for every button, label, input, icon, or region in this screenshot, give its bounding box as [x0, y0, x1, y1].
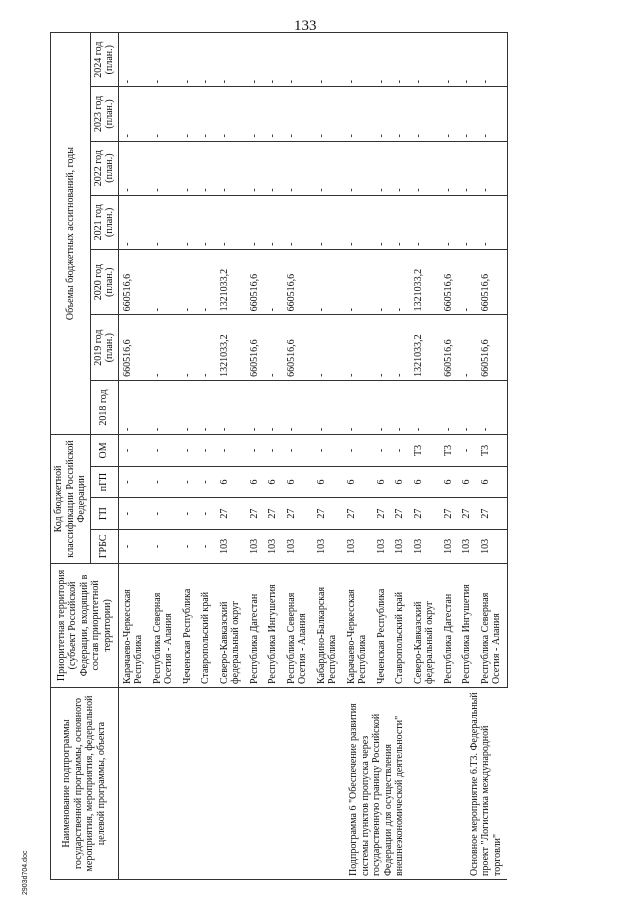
- territory-cell: Республика Северная Осетия - Алания: [477, 563, 508, 687]
- value-cell: -: [440, 195, 459, 249]
- value-cell: -: [264, 195, 283, 249]
- value-cell: -: [410, 87, 440, 141]
- value-cell: -: [458, 87, 477, 141]
- budget-code-cell: 6: [283, 466, 313, 498]
- value-cell: -: [149, 141, 179, 195]
- budget-code-cell: -: [283, 435, 313, 467]
- row-name-cell: [118, 688, 216, 880]
- value-cell: -: [391, 87, 410, 141]
- territory-cell: Республика Ингушетия: [458, 563, 477, 687]
- budget-code-cell: 27: [313, 498, 343, 530]
- territory-cell: Карачаево-Черкесская Республика: [118, 563, 149, 687]
- territory-cell: Ставропольский край: [391, 563, 410, 687]
- budget-code-cell: -: [216, 435, 246, 467]
- value-cell: -: [149, 33, 179, 87]
- budget-code-cell: 27: [373, 498, 392, 530]
- header-year-2024: 2024 год (план.): [90, 33, 118, 87]
- value-cell: -: [118, 33, 149, 87]
- budget-code-cell: 6: [410, 466, 440, 498]
- budget-code-cell: -: [179, 498, 198, 530]
- value-cell: -: [343, 195, 373, 249]
- budget-code-cell: 6: [264, 466, 283, 498]
- header-year-2018: 2018 год: [90, 380, 118, 434]
- value-cell: -: [149, 315, 179, 380]
- budget-code-cell: 6: [343, 466, 373, 498]
- table-row: [410, 33, 440, 880]
- budget-code-cell: -: [197, 529, 216, 563]
- budget-table: [50, 32, 508, 880]
- value-cell: -: [118, 141, 149, 195]
- value-cell: -: [283, 380, 313, 434]
- value-cell: -: [313, 195, 343, 249]
- value-cell: -: [373, 33, 392, 87]
- budget-code-cell: 103: [458, 529, 477, 563]
- value-cell: 1321033,2: [216, 249, 246, 314]
- value-cell: -: [477, 195, 508, 249]
- value-cell: -: [264, 315, 283, 380]
- value-cell: -: [197, 315, 216, 380]
- value-cell: -: [149, 87, 179, 141]
- budget-code-cell: 103: [477, 529, 508, 563]
- value-cell: 660516,6: [440, 249, 459, 314]
- header-pgp: пГП: [90, 466, 118, 498]
- value-cell: -: [343, 380, 373, 434]
- budget-code-cell: 6: [458, 466, 477, 498]
- value-cell: -: [197, 380, 216, 434]
- value-cell: 660516,6: [477, 249, 508, 314]
- value-cell: -: [391, 315, 410, 380]
- value-cell: -: [246, 195, 265, 249]
- budget-code-cell: 6: [391, 466, 410, 498]
- budget-code-cell: -: [343, 435, 373, 467]
- value-cell: -: [179, 33, 198, 87]
- budget-code-cell: 27: [216, 498, 246, 530]
- budget-code-cell: 27: [264, 498, 283, 530]
- budget-code-cell: Т3: [440, 435, 459, 467]
- value-cell: -: [313, 249, 343, 314]
- budget-code-cell: Т3: [410, 435, 440, 467]
- budget-code-cell: 27: [343, 498, 373, 530]
- header-year-2023: 2023 год (план.): [90, 87, 118, 141]
- value-cell: -: [179, 249, 198, 314]
- header-name: Наименование подпрограммы государственной программы, основного мероприятия, мероприятия, федеральной целевой программы, объекта: [51, 688, 119, 880]
- value-cell: 1321033,2: [410, 249, 440, 314]
- value-cell: -: [313, 141, 343, 195]
- budget-code-cell: -: [149, 466, 179, 498]
- value-cell: -: [216, 87, 246, 141]
- value-cell: -: [477, 87, 508, 141]
- territory-cell: Республика Северная Осетия - Алания: [283, 563, 313, 687]
- value-cell: -: [313, 315, 343, 380]
- budget-code-cell: 6: [313, 466, 343, 498]
- row-name-cell: Подпрограмма 6 "Обеспечение развития системы пунктов пропуска через государственную границу Российской Федерации для осуществления внешнеэкономической деятельности": [216, 688, 410, 880]
- budget-code-cell: 103: [246, 529, 265, 563]
- budget-code-cell: -: [313, 435, 343, 467]
- budget-code-cell: -: [118, 466, 149, 498]
- row-name-cell: Основное мероприятие 6.Т3. Федеральный проект "Логистика международной торговли": [410, 688, 508, 880]
- budget-code-cell: 6: [246, 466, 265, 498]
- value-cell: 660516,6: [477, 315, 508, 380]
- territory-cell: Республика Ингушетия: [264, 563, 283, 687]
- value-cell: -: [149, 249, 179, 314]
- value-cell: -: [179, 380, 198, 434]
- value-cell: -: [179, 141, 198, 195]
- budget-code-cell: 103: [283, 529, 313, 563]
- budget-code-cell: 103: [410, 529, 440, 563]
- value-cell: -: [343, 33, 373, 87]
- budget-code-cell: -: [118, 529, 149, 563]
- value-cell: -: [458, 380, 477, 434]
- territory-cell: Ставропольский край: [197, 563, 216, 687]
- value-cell: -: [458, 249, 477, 314]
- value-cell: -: [373, 380, 392, 434]
- territory-cell: Чеченская Республика: [179, 563, 198, 687]
- header-grbs: ГРБС: [90, 529, 118, 563]
- value-cell: -: [391, 33, 410, 87]
- budget-code-cell: -: [179, 435, 198, 467]
- budget-code-cell: 27: [246, 498, 265, 530]
- value-cell: -: [343, 87, 373, 141]
- value-cell: -: [391, 380, 410, 434]
- value-cell: -: [458, 141, 477, 195]
- header-year-2020: 2020 год (план.): [90, 249, 118, 314]
- value-cell: -: [246, 141, 265, 195]
- budget-code-cell: 27: [283, 498, 313, 530]
- value-cell: -: [197, 195, 216, 249]
- value-cell: 660516,6: [118, 249, 149, 314]
- rotated-table-container: [50, 32, 640, 880]
- value-cell: -: [149, 380, 179, 434]
- budget-code-cell: -: [149, 498, 179, 530]
- value-cell: 660516,6: [440, 315, 459, 380]
- header-gp: ГП: [90, 498, 118, 530]
- budget-code-cell: 103: [391, 529, 410, 563]
- budget-code-cell: 27: [458, 498, 477, 530]
- header-year-2022: 2022 год (план.): [90, 141, 118, 195]
- value-cell: -: [373, 141, 392, 195]
- territory-cell: Карачаево-Черкесская Республика: [343, 563, 373, 687]
- value-cell: -: [343, 141, 373, 195]
- value-cell: -: [440, 141, 459, 195]
- value-cell: -: [373, 195, 392, 249]
- budget-code-cell: 6: [216, 466, 246, 498]
- value-cell: -: [391, 249, 410, 314]
- value-cell: 660516,6: [283, 249, 313, 314]
- value-cell: -: [410, 380, 440, 434]
- budget-code-cell: 6: [477, 466, 508, 498]
- page-number: 133: [294, 18, 317, 34]
- value-cell: -: [264, 249, 283, 314]
- budget-code-cell: -: [197, 498, 216, 530]
- value-cell: -: [477, 33, 508, 87]
- value-cell: -: [283, 87, 313, 141]
- budget-code-cell: 6: [373, 466, 392, 498]
- value-cell: -: [391, 195, 410, 249]
- budget-code-cell: 27: [391, 498, 410, 530]
- budget-code-cell: -: [197, 435, 216, 467]
- value-cell: -: [477, 141, 508, 195]
- territory-cell: Республика Дагестан: [246, 563, 265, 687]
- value-cell: -: [197, 87, 216, 141]
- budget-code-cell: -: [264, 435, 283, 467]
- value-cell: -: [118, 195, 149, 249]
- value-cell: 660516,6: [283, 315, 313, 380]
- header-territory: Приоритетная территория (субъект Российской Федерации, входящий в состав приоритетной территории): [51, 563, 119, 687]
- budget-code-cell: -: [118, 435, 149, 467]
- value-cell: -: [440, 87, 459, 141]
- value-cell: -: [343, 249, 373, 314]
- budget-code-cell: -: [197, 466, 216, 498]
- value-cell: -: [458, 33, 477, 87]
- value-cell: -: [458, 315, 477, 380]
- value-cell: -: [216, 33, 246, 87]
- value-cell: -: [264, 87, 283, 141]
- value-cell: -: [343, 315, 373, 380]
- value-cell: -: [118, 380, 149, 434]
- budget-code-cell: -: [179, 529, 198, 563]
- value-cell: 1321033,2: [410, 315, 440, 380]
- value-cell: -: [246, 87, 265, 141]
- table-header: [51, 33, 119, 880]
- value-cell: -: [216, 141, 246, 195]
- territory-cell: Кабардино-Балкарская Республика: [313, 563, 343, 687]
- header-om: ОМ: [90, 435, 118, 467]
- value-cell: -: [373, 315, 392, 380]
- territory-cell: Республика Северная Осетия - Алания: [149, 563, 179, 687]
- value-cell: -: [440, 33, 459, 87]
- budget-code-cell: 27: [477, 498, 508, 530]
- header-year-2019: 2019 год (план.): [90, 315, 118, 380]
- value-cell: -: [246, 380, 265, 434]
- value-cell: -: [440, 380, 459, 434]
- budget-code-cell: -: [373, 435, 392, 467]
- table-row: [118, 33, 149, 880]
- value-cell: -: [283, 195, 313, 249]
- value-cell: -: [149, 195, 179, 249]
- value-cell: -: [313, 87, 343, 141]
- budget-code-cell: 103: [373, 529, 392, 563]
- value-cell: 660516,6: [246, 315, 265, 380]
- footer-filename: 2903d704.doc: [22, 850, 29, 895]
- value-cell: -: [264, 380, 283, 434]
- budget-code-cell: 6: [440, 466, 459, 498]
- budget-code-cell: 27: [410, 498, 440, 530]
- budget-code-cell: 103: [313, 529, 343, 563]
- value-cell: -: [264, 33, 283, 87]
- value-cell: -: [410, 141, 440, 195]
- budget-code-cell: 103: [216, 529, 246, 563]
- value-cell: -: [410, 195, 440, 249]
- territory-cell: Чеченская Республика: [373, 563, 392, 687]
- budget-code-cell: -: [149, 529, 179, 563]
- value-cell: -: [197, 33, 216, 87]
- table-body: [118, 33, 507, 880]
- value-cell: -: [313, 33, 343, 87]
- value-cell: 1321033,2: [216, 315, 246, 380]
- value-cell: -: [313, 380, 343, 434]
- value-cell: -: [283, 141, 313, 195]
- value-cell: -: [216, 380, 246, 434]
- territory-cell: Республика Дагестан: [440, 563, 459, 687]
- value-cell: -: [391, 141, 410, 195]
- value-cell: -: [179, 195, 198, 249]
- budget-code-cell: -: [149, 435, 179, 467]
- value-cell: 660516,6: [118, 315, 149, 380]
- value-cell: -: [477, 380, 508, 434]
- value-cell: -: [179, 315, 198, 380]
- budget-code-cell: -: [118, 498, 149, 530]
- header-volumes: Объемы бюджетных ассигнований, годы: [51, 33, 91, 435]
- territory-cell: Северо-Кавказский федеральный округ: [216, 563, 246, 687]
- budget-code-cell: -: [391, 435, 410, 467]
- value-cell: -: [246, 33, 265, 87]
- value-cell: -: [197, 249, 216, 314]
- budget-code-cell: 27: [440, 498, 459, 530]
- header-budget-code: Код бюджетной классификации Российской Федерации: [51, 435, 91, 564]
- budget-code-cell: Т3: [477, 435, 508, 467]
- budget-code-cell: 103: [440, 529, 459, 563]
- value-cell: -: [118, 87, 149, 141]
- budget-code-cell: 103: [343, 529, 373, 563]
- value-cell: -: [216, 195, 246, 249]
- value-cell: -: [458, 195, 477, 249]
- value-cell: -: [179, 87, 198, 141]
- territory-cell: Северо-Кавказский федеральный округ: [410, 563, 440, 687]
- table-row: [216, 33, 246, 880]
- budget-code-cell: -: [179, 466, 198, 498]
- value-cell: -: [283, 33, 313, 87]
- value-cell: -: [373, 87, 392, 141]
- budget-code-cell: 103: [264, 529, 283, 563]
- value-cell: -: [410, 33, 440, 87]
- value-cell: -: [373, 249, 392, 314]
- value-cell: -: [197, 141, 216, 195]
- header-year-2021: 2021 год (план.): [90, 195, 118, 249]
- budget-code-cell: -: [458, 435, 477, 467]
- value-cell: -: [264, 141, 283, 195]
- budget-code-cell: -: [246, 435, 265, 467]
- value-cell: 660516,6: [246, 249, 265, 314]
